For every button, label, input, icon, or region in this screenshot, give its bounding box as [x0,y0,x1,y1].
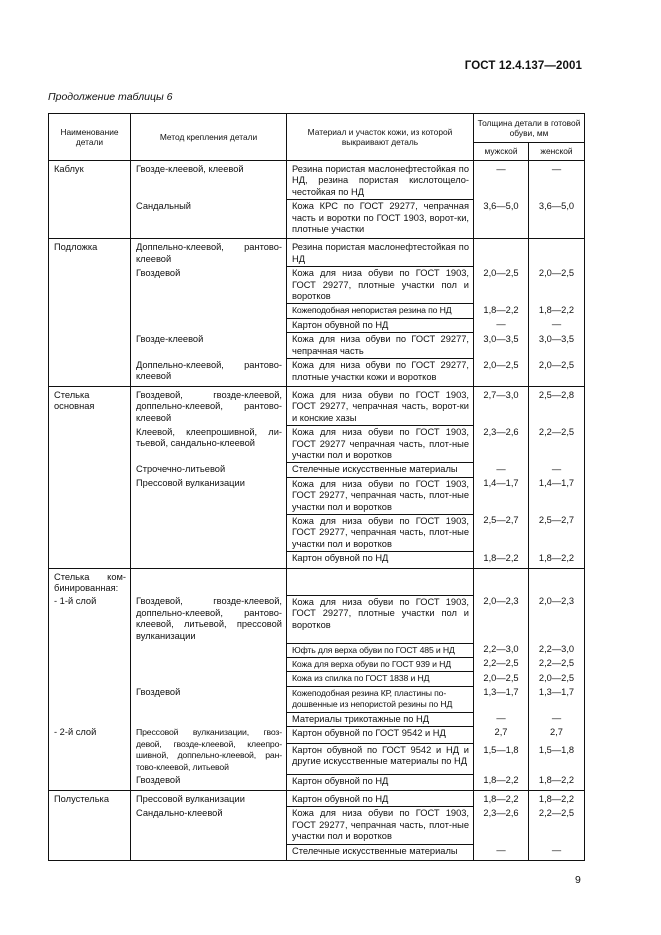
female-thickness-cell: 2,5—2,7 [529,514,585,551]
female-thickness-cell: 3,6—5,0 [529,200,585,239]
method-cell: Доппельно-клеевой, рантово-клеевой [131,239,287,267]
table-row [49,726,585,743]
material-cell: Картон обувной по ГОСТ 9542 и НД и другие искусственные материалы по НД [287,744,474,775]
female-thickness-cell: 2,7 [529,726,585,743]
method-cell [131,844,287,860]
table-row [49,426,585,463]
part-name-cell: Каблук [49,161,131,200]
part-name-cell [49,359,131,387]
table-row [49,333,585,359]
part-name-cell: Полустелька [49,791,131,807]
part-name-cell: - 1-й слой [49,595,131,643]
material-cell: Картон обувной по НД [287,791,474,807]
material-cell: Стелечные искусственные материалы [287,844,474,860]
table-row [49,643,585,657]
header-thickness: Толщина детали в готовой обуви, мм [474,114,585,143]
method-cell: Гвоздевой [131,686,287,712]
male-thickness-cell: 2,7 [474,726,529,743]
female-thickness-cell [529,239,585,267]
method-cell [131,304,287,318]
part-name-cell: Подложка [49,239,131,267]
part-name-cell [49,744,131,775]
table-row [49,267,585,304]
female-thickness-cell: 1,8—2,2 [529,774,585,790]
spec-table [48,113,585,861]
method-cell: Гвоздевой [131,267,287,304]
male-thickness-cell: 2,0—2,3 [474,595,529,643]
method-cell: Гвоздe-клеевой, клеевой [131,161,287,200]
male-thickness-cell [474,568,529,595]
male-thickness-cell: 2,2—3,0 [474,643,529,657]
method-cell: Клеевой, клеепрошивной, ли-тьевой, сандально-клеевой [131,426,287,463]
method-cell: Сандально-клеевой [131,807,287,844]
male-thickness-cell: 2,0—2,5 [474,267,529,304]
part-name-cell [49,200,131,239]
material-cell: Стелечные искусственные материалы [287,463,474,477]
part-name-cell [49,477,131,514]
part-name-cell [49,426,131,463]
female-thickness-cell: 2,2—2,5 [529,657,585,671]
part-name-cell [49,807,131,844]
table-row [49,318,585,332]
method-cell: Строчечно-литьевой [131,463,287,477]
method-cell [131,552,287,568]
male-thickness-cell: — [474,712,529,726]
header-female: женской [529,143,585,161]
male-thickness-cell: — [474,318,529,332]
material-cell: Кожа для низа обуви по ГОСТ 29277, чепрачная часть [287,333,474,359]
material-cell: Кожа для низа обуви по ГОСТ 1903, ГОСТ 29277 чепрачная часть, плот-ные участки пол и воротков [287,426,474,463]
method-cell: Сандальный [131,200,287,239]
method-cell [131,643,287,657]
male-thickness-cell: 2,3—2,6 [474,426,529,463]
table-row [49,200,585,239]
female-thickness-cell: — [529,161,585,200]
material-cell: Кожа для низа обуви по ГОСТ 1903, ГОСТ 29277, чепрачная часть, ворот-ки и конские хазы [287,386,474,425]
female-thickness-cell: — [529,712,585,726]
part-name-cell: - 2-й слой [49,726,131,743]
table-row [49,657,585,671]
table-body [49,161,585,861]
part-name-cell [49,657,131,671]
method-cell: Прессовой вулканизации, гвоз-девой, гвоздe-клеевой, клеепро-шивной, доппельно-клеевой, ран-тово-клеевой, литьевой [131,726,287,774]
material-cell: Кожеподобная непористая резина по НД [287,304,474,318]
female-thickness-cell: — [529,318,585,332]
part-name-cell [49,333,131,359]
table-row [49,463,585,477]
female-thickness-cell: 1,4—1,7 [529,477,585,514]
table-row [49,304,585,318]
male-thickness-cell: 1,8—2,2 [474,552,529,568]
method-cell: Гвоздевой, гвоздe-клеевой, доппельно-клеевой, рантово-клеевой, литьевой, прессовой вулканизации [131,595,287,643]
material-cell: Кожа для низа обуви по ГОСТ 29277, плотные участки кожи и воротков [287,359,474,387]
method-cell: Гвоздевой [131,774,287,790]
male-thickness-cell: 1,5—1,8 [474,744,529,775]
part-name-cell [49,514,131,551]
header-part-name: Наименование детали [49,114,131,161]
part-name-cell [49,318,131,332]
material-cell: Резина пористая маслонефтестойкая по НД [287,239,474,267]
female-thickness-cell: 2,0—2,3 [529,595,585,643]
part-name-cell [49,463,131,477]
page-number: 9 [575,874,581,886]
table-row [49,807,585,844]
material-cell: Юфть для верха обуви по ГОСТ 485 и НД [287,643,474,657]
male-thickness-cell: 1,4—1,7 [474,477,529,514]
material-cell: Кожеподобная резина КР, пластины по-дошвенные из непористой резины по НД [287,686,474,712]
method-cell [131,568,287,595]
table-row [49,774,585,790]
material-cell [287,568,474,595]
male-thickness-cell: 2,2—2,5 [474,657,529,671]
part-name-cell [49,686,131,712]
document-code: ГОСТ 12.4.137—2001 [464,60,582,72]
table-row [49,239,585,267]
material-cell: Кожа из спилка по ГОСТ 1838 и НД [287,672,474,686]
material-cell: Кожа для низа обуви по ГОСТ 1903, ГОСТ 29277, чепрачная часть, плот-ные участки пол и воротков [287,807,474,844]
female-thickness-cell: 3,0—3,5 [529,333,585,359]
material-cell: Кожа КРС по ГОСТ 29277, чепрачная часть и воротки по ГОСТ 1903, ворот-ки, плотные участки [287,200,474,239]
female-thickness-cell: — [529,463,585,477]
table-row [49,712,585,726]
male-thickness-cell: 1,8—2,2 [474,774,529,790]
table-row [49,552,585,568]
method-cell: Прессовой вулканизации [131,791,287,807]
male-thickness-cell: — [474,463,529,477]
method-cell [131,657,287,671]
table-row [49,744,585,775]
table-row [49,568,585,595]
male-thickness-cell: — [474,161,529,200]
material-cell: Кожа для низа обуви по ГОСТ 1903, ГОСТ 29277, плотные участки пол и воротков [287,267,474,304]
part-name-cell [49,712,131,726]
female-thickness-cell: 2,0—2,5 [529,267,585,304]
method-cell: Прессовой вулканизации [131,477,287,514]
part-name-cell [49,267,131,304]
female-thickness-cell: 1,3—1,7 [529,686,585,712]
male-thickness-cell: 1,8—2,2 [474,304,529,318]
material-cell: Кожа для низа обуви по ГОСТ 1903, ГОСТ 29277, чепрачная часть, плот-ные участки пол и воротков [287,477,474,514]
material-cell: Картон обувной по ГОСТ 9542 и НД [287,726,474,743]
part-name-cell [49,643,131,657]
header-method: Метод крепления детали [131,114,287,161]
method-cell: Гвоздe-клеевой [131,333,287,359]
part-name-cell [49,844,131,860]
method-cell: Доппельно-клеевой, рантово-клеевой [131,359,287,387]
male-thickness-cell: 2,0—2,5 [474,359,529,387]
male-thickness-cell: 3,6—5,0 [474,200,529,239]
material-cell: Картон обувной по НД [287,552,474,568]
table-row [49,672,585,686]
method-cell: Гвоздевой, гвоздe-клеевой, доппельно-клеевой, рантово-клеевой [131,386,287,425]
female-thickness-cell: 2,2—3,0 [529,643,585,657]
material-cell: Картон обувной по НД [287,318,474,332]
male-thickness-cell: 1,3—1,7 [474,686,529,712]
part-name-cell: Стелька ком-бинированная: [49,568,131,595]
table-row [49,477,585,514]
method-cell [131,712,287,726]
table-row [49,844,585,860]
female-thickness-cell: 1,8—2,2 [529,552,585,568]
part-name-cell [49,552,131,568]
female-thickness-cell: — [529,844,585,860]
table-row [49,386,585,425]
part-name-cell: Стелька основная [49,386,131,425]
female-thickness-cell: 2,2—2,5 [529,807,585,844]
material-cell: Кожа для низа обуви по ГОСТ 1903, ГОСТ 29277, чепрачная часть, плот-ные участки пол и воротков [287,514,474,551]
female-thickness-cell: 1,5—1,8 [529,744,585,775]
female-thickness-cell: 1,8—2,2 [529,791,585,807]
material-cell: Резина пористая маслонефтестойкая по НД, резина пористая кислотощело-честойкая по НД [287,161,474,200]
material-cell: Картон обувной по НД [287,774,474,790]
part-name-cell [49,304,131,318]
female-thickness-cell: 2,0—2,5 [529,359,585,387]
male-thickness-cell: 2,7—3,0 [474,386,529,425]
female-thickness-cell: 2,2—2,5 [529,426,585,463]
part-name-cell [49,774,131,790]
method-cell [131,514,287,551]
female-thickness-cell: 2,5—2,8 [529,386,585,425]
table-row [49,514,585,551]
male-thickness-cell [474,239,529,267]
male-thickness-cell: 1,8—2,2 [474,791,529,807]
table-row [49,359,585,387]
part-name-cell [49,672,131,686]
method-cell [131,672,287,686]
table-caption: Продолжение таблицы 6 [48,91,173,103]
male-thickness-cell: 2,3—2,6 [474,807,529,844]
material-cell: Кожа для низа обуви по ГОСТ 1903, ГОСТ 29277, плотные участки пол и воротков [287,595,474,643]
table-row [49,686,585,712]
table-row [49,161,585,200]
table-row [49,791,585,807]
male-thickness-cell: 2,5—2,7 [474,514,529,551]
table-row [49,595,585,643]
method-cell [131,318,287,332]
header-material: Материал и участок кожи, из которой выкраивают деталь [287,114,474,161]
male-thickness-cell: 2,0—2,5 [474,672,529,686]
female-thickness-cell [529,568,585,595]
header-male: мужской [474,143,529,161]
material-cell: Кожа для верха обуви по ГОСТ 939 и НД [287,657,474,671]
female-thickness-cell: 2,0—2,5 [529,672,585,686]
female-thickness-cell: 1,8—2,2 [529,304,585,318]
male-thickness-cell: — [474,844,529,860]
material-cell: Материалы трикотажные по НД [287,712,474,726]
male-thickness-cell: 3,0—3,5 [474,333,529,359]
